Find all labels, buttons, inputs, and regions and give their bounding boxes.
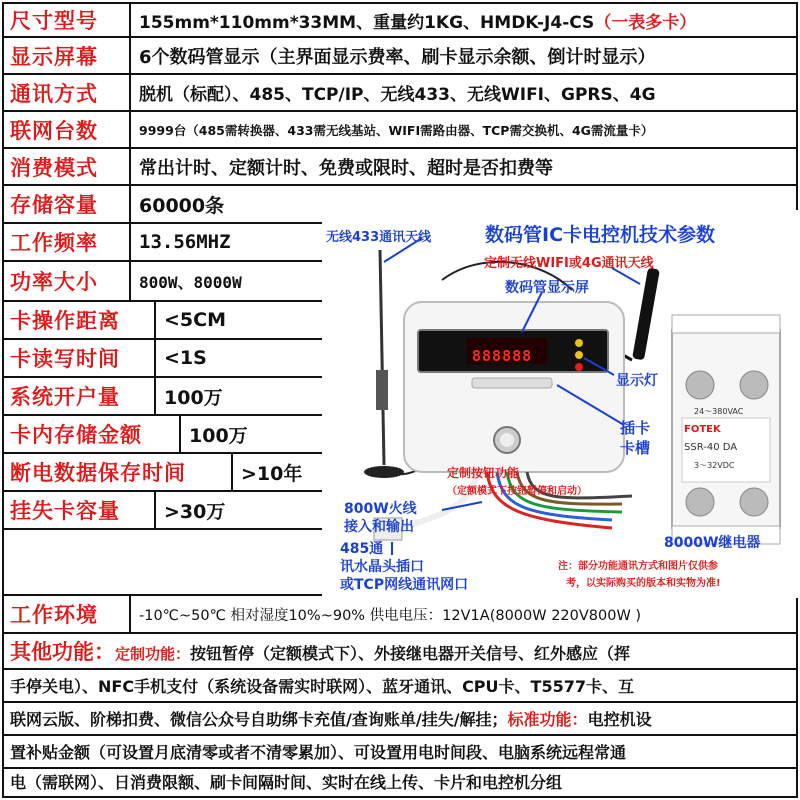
spec-row-retention <box>4 454 322 492</box>
slot-label-2: 卡槽 <box>620 439 651 457</box>
other-functions-line-1: 其他功能：定制功能：按钮暂停（定额模式下）、外接继电器开关信号、红外感应（挥 <box>4 634 796 670</box>
spec-sheet <box>2 2 798 798</box>
relay-brand: FOTEK <box>684 424 721 435</box>
spec-row-accounts <box>4 378 322 416</box>
fire-label-1: 800W火线 <box>344 501 417 517</box>
relay-model: SSR-40 DA <box>684 442 738 453</box>
row-label: 挂失卡容量 <box>4 492 156 528</box>
row-label: 卡操作距离 <box>4 302 156 338</box>
indicator-led-yellow-2 <box>575 351 583 359</box>
indicator-led-yellow <box>575 339 583 347</box>
spec-row-network <box>4 112 796 149</box>
row-value: -10℃~50℃ 相对湿度10%~90% 供电电压：12V1A(8000W 220V800W ) <box>139 607 642 624</box>
card-slot <box>472 378 552 388</box>
spec-row-size <box>4 4 796 38</box>
spec-row-frequency <box>4 224 322 262</box>
spec-row-display <box>4 38 796 75</box>
port-label-1: 485通 <box>340 541 384 557</box>
other-functions-line-4: 置补贴金额（可设置月底清零或者不清零累加）、可设置用电时间段、电脑系统远程常通 <box>4 736 796 769</box>
note-line-2: 考，以实际购买的版本和实物为准! <box>566 578 721 589</box>
button-note: （定额模式下按钮暂停和启动） <box>447 486 587 497</box>
port-label-3: 或TCP网线通讯网口 <box>340 577 469 593</box>
spec-row-power <box>4 262 322 302</box>
spec-row-storage <box>4 186 322 224</box>
other-functions-line-5: 电（需联网）、日消费限额、刷卡间隔时间、实时在线上传、卡片和电控机分组 <box>10 773 563 792</box>
row-label: 存储容量 <box>4 186 131 222</box>
antenna-433-label: 无线433通讯天线 <box>326 230 432 245</box>
spec-row-comm <box>4 75 796 112</box>
row-value: 13.56MHZ <box>139 231 231 253</box>
port-label-2: 讯水晶头插口 <box>340 559 424 575</box>
row-label: 通讯方式 <box>4 75 131 110</box>
row-value: >30万 <box>164 500 226 523</box>
row-label: 工作环境 <box>4 596 131 632</box>
indicator-label: 显示灯 <box>616 373 658 389</box>
row-label: 卡读写时间 <box>4 340 156 376</box>
row-value: 60000条 <box>139 194 225 217</box>
relay-label: 8000W继电器 <box>664 535 761 551</box>
display-digits: 888888 <box>472 347 533 365</box>
indicator-led-red <box>575 363 583 371</box>
spec-row-rw-time <box>4 340 322 378</box>
relay-spec-2: 3～32VDC <box>694 461 735 470</box>
other-functions-line-2: 手停关电）、NFC手机支付（系统设备需实时联网）、蓝牙通讯、CPU卡、T5577卡、互 <box>4 670 796 703</box>
row-label: 断电数据保存时间 <box>4 454 233 490</box>
button-label: 定制按钮功能 <box>447 466 520 480</box>
row-value: >10年 <box>241 462 303 485</box>
other-functions-line-3: 联网云版、阶梯扣费、微信公众号自助绑卡充值/查询账单/挂失/解挂；标准功能：电控机设 <box>4 703 796 736</box>
row-label: 尺寸型号 <box>4 4 131 36</box>
blank-cell <box>4 530 322 596</box>
spec-row-environment <box>4 596 796 634</box>
row-label: 卡内存储金额 <box>4 416 181 452</box>
row-value: 9999台（485需转换器、433需无线基站、WIFI需路由器、TCP需交换机、4G需流量卡） <box>139 122 654 138</box>
row-value: <5CM <box>164 309 226 331</box>
row-value: 800W、8000W <box>139 272 242 292</box>
relay-spec: 24～380VAC <box>694 407 744 416</box>
spec-row-amount <box>4 416 322 454</box>
slot-label-1: 插卡 <box>620 419 651 437</box>
display-label: 数码管显示屏 <box>505 280 589 296</box>
row-value: 155mm*110mm*33MM、重量约1KG、HMDK-J4-CS （一表多卡） <box>139 12 697 33</box>
note-line-1: 注：部分功能通讯方式和图片仅供参 <box>558 561 718 572</box>
spec-row-distance <box>4 302 322 340</box>
fire-label-2: 接入和输出 <box>344 519 414 535</box>
row-value: 100万 <box>189 424 248 447</box>
row-value: 100万 <box>164 386 223 409</box>
spec-row-lost-cards <box>4 492 322 530</box>
row-label: 联网台数 <box>4 112 131 147</box>
row-value: <1S <box>164 347 207 369</box>
row-value: 常出计时、定额计时、免费或限时、超时是否扣费等 <box>139 157 553 179</box>
row-label: 系统开户量 <box>4 378 156 414</box>
row-label: 显示屏幕 <box>4 38 131 73</box>
row-label: 消费模式 <box>4 149 131 184</box>
antenna-wifi-label: 定制无线WIFI或4G通讯天线 <box>484 256 654 271</box>
product-illustration <box>322 210 800 598</box>
row-label: 工作频率 <box>4 224 131 260</box>
row-value: 6个数码管显示（主界面显示费率、刷卡显示余额、倒计时显示） <box>139 46 656 68</box>
diagram-title: 数码管IC卡电控机技术参数 <box>485 224 716 246</box>
row-label: 功率大小 <box>4 262 131 300</box>
row-value: 脱机（标配）、485、TCP/IP、无线433、无线WIFI、GPRS、4G <box>139 85 656 105</box>
spec-row-mode <box>4 149 796 186</box>
